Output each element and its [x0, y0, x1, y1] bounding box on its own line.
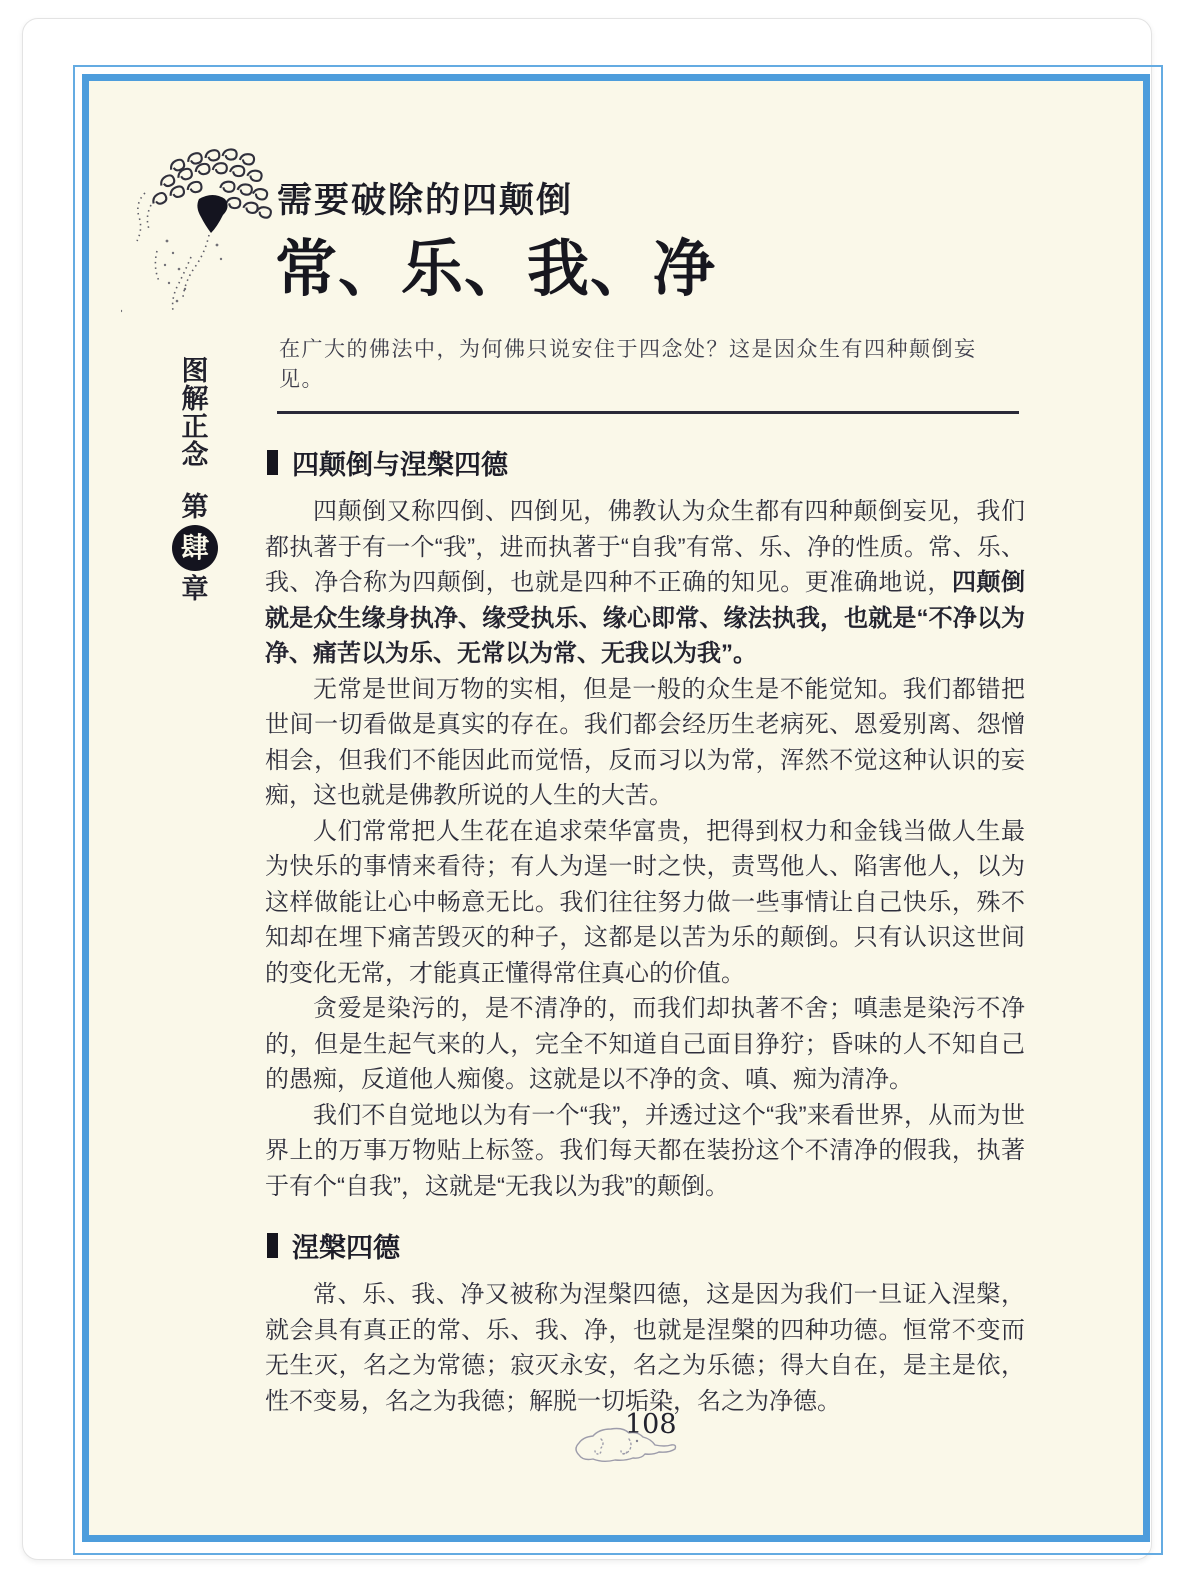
- paragraph: [265, 672, 1025, 814]
- book-title-char: 图: [181, 356, 209, 386]
- section-heading: [267, 1226, 1025, 1265]
- buddha-head-sketch-illustration: [121, 141, 291, 346]
- paragraph: [265, 494, 1025, 672]
- chapter-prefix: 第: [181, 492, 209, 522]
- intro-quote: 在广大的佛法中，为何佛只说安住于四念处？这是因众生有四种颠倒妄见。: [279, 337, 977, 391]
- book-title-char: 念: [181, 440, 209, 470]
- paragraph-text: 常、乐、我、净又被称为涅槃四德，这是因为我们一旦证入涅槃，就会具有真正的常、乐、我、净，也就是涅槃的四种功德。恒常不变而无生灭，名之为常德；寂灭永安，名之为乐德；得大自在，是主是依，性不变易，名之为我德；解脱一切垢染，名之为净德。: [265, 1281, 1025, 1415]
- chapter-number-badge: 肆: [172, 525, 218, 571]
- paragraph-text: 人们常常把人生花在追求荣华富贵，把得到权力和金钱当做人生最为快乐的事情来看待；有人为逞一时之快，责骂他人、陷害他人，以为这样做能让心中畅意无比。我们往往努力做一些事情让自己快乐，殊不知却在埋下痛苦毁灭的种子，这都是以苦为乐的颠倒。只有认识这世间的变化无常，才能真正懂得常住真心的价值。: [265, 817, 1025, 987]
- section-heading-label: 涅槃四德: [292, 1233, 400, 1263]
- paragraph-text: 四颠倒又称四倒、四倒见，佛教认为众生都有四种颠倒妄见，我们都执著于有一个“我”，进而执著于“自我”有常、乐、净的性质。常、乐、我、净合称为四颠倒，也就是四种不正确的知见。更准确地说，: [265, 498, 1025, 596]
- page-inner: [89, 81, 1143, 1535]
- square-bullet-icon: [267, 450, 278, 475]
- paragraph-text: 我们不自觉地以为有一个“我”，并透过这个“我”来看世界，从而为世界上的万事万物贴上标签。我们每天都在装扮这个不清净的假我，执著于有个“自我”，这就是“无我以为我”的颠倒。: [265, 1101, 1025, 1200]
- paragraph-text: 贪爱是染污的，是不清净的，而我们却执著不舍；嗔恚是染污不净的，但是生起气来的人，完全不知道自己面目狰狞；昏味的人不知自己的愚痴，反道他人痴傻。这就是以不净的贪、嗔、痴为清净。: [265, 995, 1025, 1093]
- sidebar-book-chapter: [175, 357, 215, 603]
- chapter-suffix: 章: [181, 574, 209, 604]
- book-title-char: 正: [181, 412, 209, 442]
- section-heading-label: 四颠倒与涅槃四德: [292, 450, 508, 480]
- page-card: [22, 18, 1152, 1560]
- page-title: 常、乐、我、净: [275, 232, 717, 305]
- square-bullet-icon: [267, 1233, 278, 1258]
- page-content-frame: [82, 74, 1150, 1542]
- paragraph: [265, 1277, 1025, 1419]
- paragraph: [265, 1098, 1025, 1205]
- book-title-char: 解: [181, 384, 209, 414]
- section-kicker-title: 需要破除的四颠倒: [277, 181, 574, 220]
- paragraph: [265, 814, 1025, 992]
- section-heading: [267, 443, 1025, 482]
- paragraph-text: 无常是世间万物的实相，但是一般的众生是不能觉知。我们都错把世间一切看做是真实的存在。我们都会经历生老病死、恩爱别离、怨憎相会，但我们不能因此而觉悟，反而习以为常，浑然不觉这种认识的妄痴，这也就是佛教所说的人生的大苦。: [265, 675, 1025, 809]
- paragraph-bold-text: 四颠倒就是众生缘身执净、缘受执乐、缘心即常、缘法执我，也就是“不净以为净、痛苦以为乐、无常以为常、无我以为我”。: [265, 569, 1026, 667]
- header-divider-rule: [277, 411, 1019, 414]
- body-text-column: [265, 443, 1025, 1419]
- page-number: 108: [625, 1409, 677, 1440]
- paragraph: [265, 991, 1025, 1098]
